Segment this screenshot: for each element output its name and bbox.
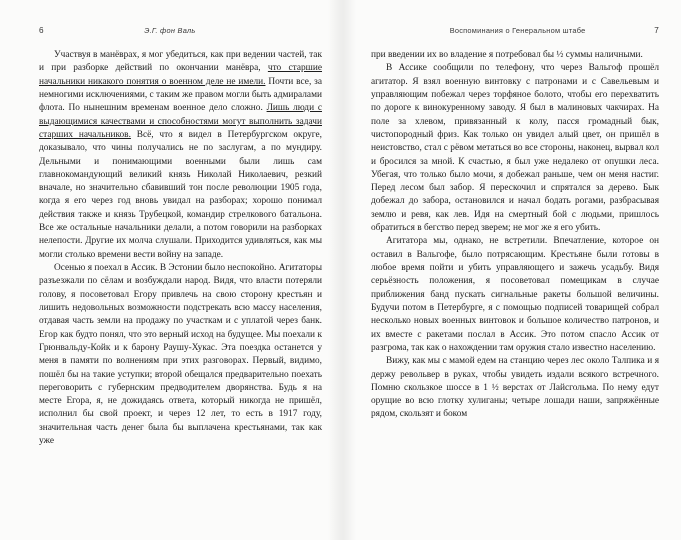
paragraph — [371, 355, 659, 422]
left-running-head-title: Э.Г. фон Валь — [144, 26, 196, 35]
text-run: Участвуя в манёврах, я мог убедиться, как при ведении частей, так и при разборке действий по окончании манёвра, — [39, 50, 322, 74]
right-page-number: 7 — [654, 26, 659, 35]
text-run: Осенью я поехал в Ассик. В Эстонии было неспокойно. Агитаторы разъезжали по сёлам и возбуждали народ. Видя, что власти потеряли голову, я посоветовал Егору привлечь на свою сторону крестьян и лишить недовольных возможности подстрекать всю массу населения, отдавая часть земли на продажу по участкам и с уплатой через банк. Егор как будто понял, что это верный исход на будущее. Мы поехали к Грюнвальду-Койк и к барону Раушу-Хукас. Эта поездка останется у меня в памяти по волнениям при этих разговорах. Первый, видимо, пошёл бы на такие уступки; второй обещался предварительно поехать переговорить с губернским предводителем дворянства. Будь я на месте Егора, я, не дожидаясь ответа, который никогда не пришёл, исполнил бы свой проект, и через 12 лет, то есть в 1917 году, значительная часть денег была бы выплачена крестьянами, так как уже — [39, 263, 322, 447]
left-running-head — [39, 26, 322, 40]
left-page-number: 6 — [39, 26, 44, 35]
paragraph — [39, 262, 322, 448]
right-running-head-title: Воспоминания о Генеральном штабе — [449, 26, 586, 35]
paragraph — [371, 49, 659, 62]
text-run: при введении их во владение я потребовал бы ½ суммы наличными. — [371, 50, 643, 60]
text-run: Почти все, за немногими исключениями, с таким же правом могли быть адмиралами флота. По нынешним временам военное дело сложно. — [39, 76, 322, 114]
right-page — [341, 0, 681, 540]
left-page-body — [39, 49, 322, 448]
right-running-head — [371, 26, 659, 40]
paragraph — [39, 49, 322, 262]
underlined-text: Лишь люди с выдающимися качествами и способностями могут выполнить задачи старших начальников. — [39, 103, 322, 140]
text-run: В Ассике сообщили по телефону, что через Вальгоф прошёл агитатор. Я взял военную винтовку с патронами и с Савельевым и управляющим побежал через торфяное болото, чтобы его перехватить по дороге к винокуренному заводу. Я был в малиновых чакчирах. На поле за хлевом, привязанный к колу, пасся громадный бык, чистопородный фриз. Как только он увидел алый цвет, он пришёл в неистовство, стал с рёвом метаться во все стороны, наконец, вырвал кол и бросился за мной. К счастью, я был уже недалеко от опушки леса. Убегая, что только было мочи, я добежал раньше, чем он меня настиг. Перед лесом был забор. Я перескочил и спрятался за дерево. Бык добежал до забора, остановился и начал бодать рогами, разбрасывая землю и ревя, как лев. Идя на смертный бой с людьми, пришлось обратиться в бегство перед зверем; не мог же я его убить. — [371, 63, 659, 234]
paragraph — [371, 235, 659, 355]
underlined-text: что старшие начальники никакого понятия о военном деле не имели. — [39, 63, 322, 87]
text-run: Вижу, как мы с мамой едем на станцию через лес около Талпика и я держу револьвер в руках, чтобы увидеть издали всякого встречного. Помню скользкое шоссе в 1 ½ верстах от Лайсгольма. По нему едут орущие во всю глотку хулиганы; четыре лошади наши, запряжённые рядом, скользят и боком — [371, 356, 659, 420]
paragraph — [371, 62, 659, 235]
right-page-body — [371, 49, 659, 422]
text-run: Агитатора мы, однако, не встретили. Впечатление, которое он оставил в Вальгофе, было потрясающим. Крестьяне были готовы в любое время пойти и убить управляющего и зажечь усадьбу. Видя серьёзность положения, я посоветовал помещикам в случае приближения банд пускать сигнальные ракеты большой величины. Будучи потом в Петербурге, я с помощью подписей товарищей собрал несколько новых военных винтовок и большое количество патронов, и их вместе с ракетами послал в Ассик. Это потом спасло Ассик от разгрома, так как о нахождении там оружия стало известно населению. — [371, 236, 659, 353]
text-run: Всё, что я видел в Петербургском округе, доказывало, что чины получались не по заслугам, а по мундиру. Дельными и понимающими военными были лишь сам главнокомандующий великий князь Николай Николаевич, резкий вначале, но значительно сбавивший тон после революции 1905 года, когда я его через год вновь увидал на разборах; хорошо понимал действия также и князь Трубецкой, командир стрелкового батальона. Все же остальные начальники делали, а потом говорили на разборках нелепости. Другие их молча слушали. Приходится удивляться, как мы могли столько времени вести войну на западе. — [39, 129, 322, 260]
